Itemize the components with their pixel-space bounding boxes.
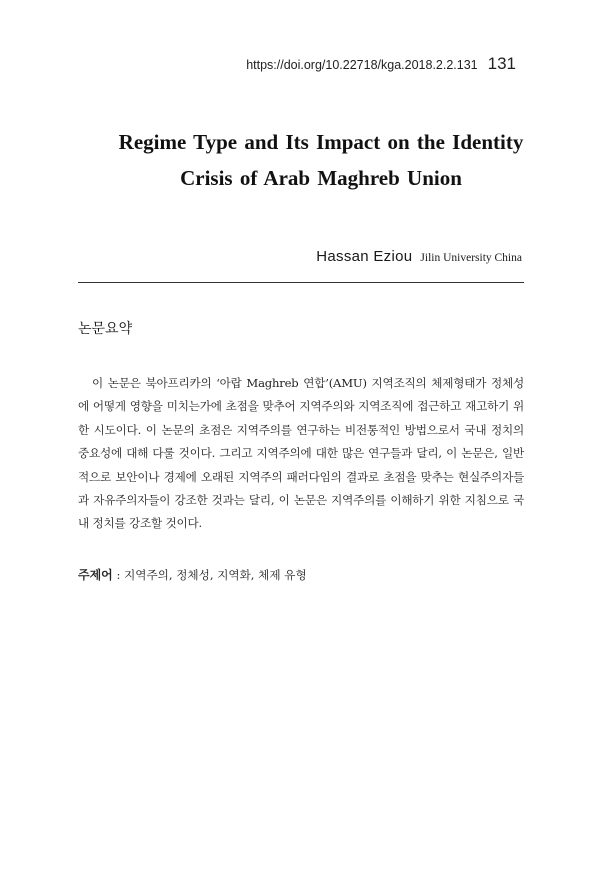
paper-title xyxy=(0,124,600,196)
keywords-values: 지역주의, 정체성, 지역화, 체제 유형 xyxy=(124,568,307,582)
keywords-separator: : xyxy=(112,568,125,582)
abstract-heading: 논문요약 xyxy=(78,321,133,337)
running-header xyxy=(246,54,516,74)
doi-link[interactable]: https://doi.org/10.22718/kga.2018.2.2.131 xyxy=(246,58,478,72)
author-block xyxy=(316,248,522,265)
author-name: Hassan Eziou xyxy=(316,248,413,265)
page-number: 131 xyxy=(487,54,516,73)
title-divider xyxy=(78,282,524,283)
keywords-label: 주제어 xyxy=(78,568,113,582)
title-line-2: Crisis of Arab Maghreb Union xyxy=(180,166,462,190)
title-line-1: Regime Type and Its Impact on the Identity xyxy=(118,130,524,154)
keywords-line xyxy=(78,566,524,583)
author-affiliation: Jilin University China xyxy=(420,252,522,264)
abstract-body: 이 논문은 북아프리카의 ‘아랍 Maghreb 연합’(AMU) 지역조직의 체제형태가 정체성에 어떻게 영향을 미치는가에 초점을 맞추어 지역주의와 지역조직에 접근하고 재고하기 위한 시도이다. 이 논문의 초점은 지역주의를 연구하는 비전통적인 방법으로서 국내 정치의 중요성에 대해 다룰 것이다. 그리고 지역주의에 대한 많은 연구들과 달리, 이 논문은, 일반적으로 보안이나 경제에 오래된 지역주의 패러다임의 결과로 초점을 맞추는 현실주의자들과 자유주의자들이 강조한 것과는 달리, 이 논문은 지역주의를 이해하기 위한 지침으로 국내 정치를 강조할 것이다. xyxy=(78,376,524,531)
